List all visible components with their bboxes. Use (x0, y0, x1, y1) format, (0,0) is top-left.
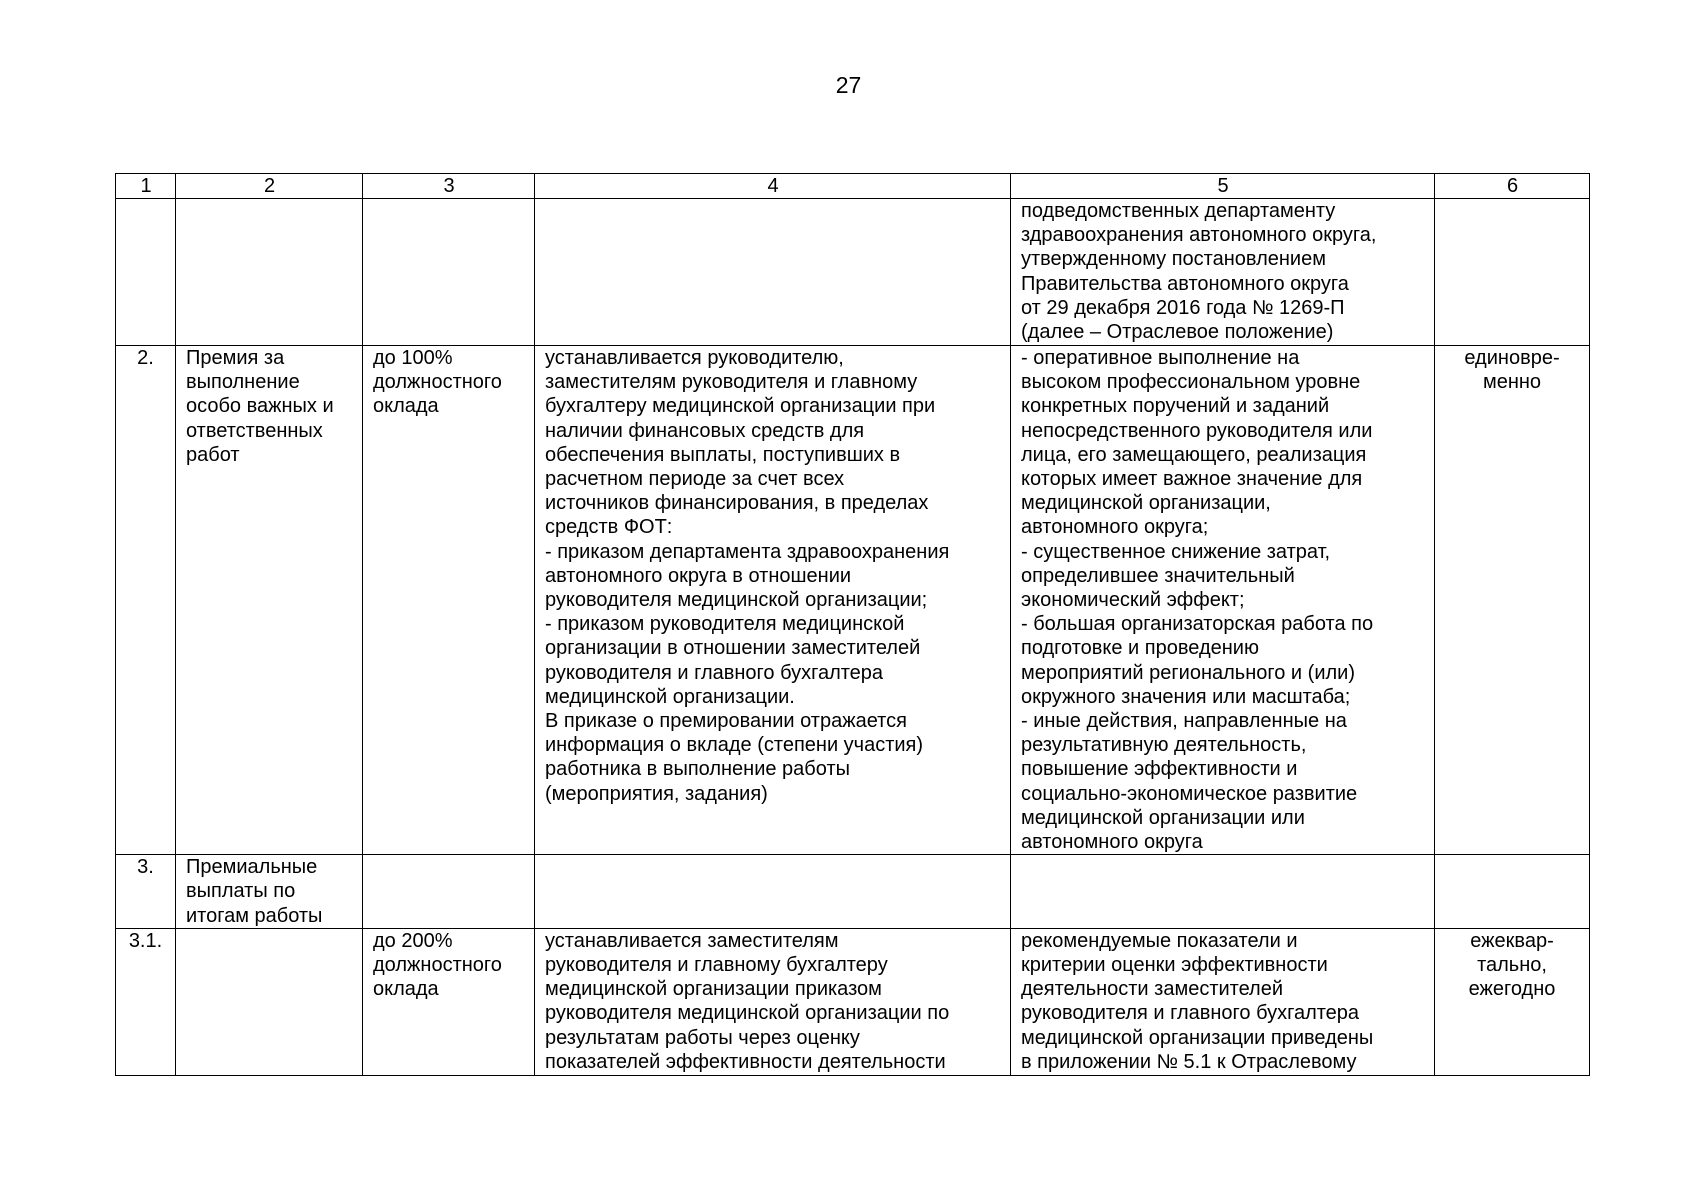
criteria-cell: - оперативное выполнение на высоком профессиональном уровне конкретных поручений и заданий непосредственного руководителя или лица, его замещающего, реализация которых имеет важное значение для медицинской организации, автономного округа; - существенное снижение затрат, определившее значительный экономический эффект; - большая организаторская работа по подготовке и проведению мероприятий регионального и (или) окружного значения или масштаба; - иные действия, направленные на результативную деятельность, повышение эффективности и социально-экономическое развитие медицинской организации или автономного округа (1011, 346, 1435, 855)
criteria-cell (1011, 855, 1435, 929)
payment-amount-cell: до 200% должностного оклада (363, 928, 535, 1075)
payment-name-cell (176, 928, 363, 1075)
period-cell: ежеквар- тально, ежегодно (1435, 928, 1590, 1075)
criteria-cell: подведомственных департаменту здравоохранения автономного округа, утвержденному постановлением Правительства автономного округа от 29 декабря 2016 года № 1269-П (далее – Отраслевое положение) (1011, 199, 1435, 346)
column-header: 6 (1435, 174, 1590, 199)
period-cell (1435, 855, 1590, 929)
procedure-cell (535, 855, 1011, 929)
row-number-cell: 3.1. (116, 928, 176, 1075)
procedure-cell: устанавливается руководителю, заместителям руководителя и главному бухгалтеру медицинской организации при наличии финансовых средств для обеспечения выплаты, поступивших в расчетном периоде за счет всех источников финансирования, в пределах средств ФОТ: - приказом департамента здравоохранения автономного округа в отношении руководителя медицинской организации; - приказом руководителя медицинской организации в отношении заместителей руководителя и главного бухгалтера медицинской организации. В приказе о премировании отражается информация о вкладе (степени участия) работника в выполнение работы (мероприятия, задания) (535, 346, 1011, 855)
payment-amount-cell (363, 199, 535, 346)
table-row (116, 346, 1590, 855)
column-header: 4 (535, 174, 1011, 199)
table-row (116, 855, 1590, 929)
column-header: 3 (363, 174, 535, 199)
column-header: 1 (116, 174, 176, 199)
row-number-cell: 2. (116, 346, 176, 855)
table-row (116, 928, 1590, 1075)
payment-name-cell: Премиальные выплаты по итогам работы (176, 855, 363, 929)
row-number-cell (116, 199, 176, 346)
table-row (116, 199, 1590, 346)
criteria-cell: рекомендуемые показатели и критерии оценки эффективности деятельности заместителей руководителя и главного бухгалтера медицинской организации приведены в приложении № 5.1 к Отраслевому (1011, 928, 1435, 1075)
payment-amount-cell (363, 855, 535, 929)
period-cell (1435, 199, 1590, 346)
column-header: 2 (176, 174, 363, 199)
payment-name-cell: Премия за выполнение особо важных и ответственных работ (176, 346, 363, 855)
table-header-row (116, 174, 1590, 199)
period-cell: единовре- менно (1435, 346, 1590, 855)
row-number-cell: 3. (116, 855, 176, 929)
payment-name-cell (176, 199, 363, 346)
page-number: 27 (835, 72, 862, 98)
column-header: 5 (1011, 174, 1435, 199)
procedure-cell: устанавливается заместителям руководителя и главному бухгалтеру медицинской организации приказом руководителя медицинской организации по результатам работы через оценку показателей эффективности деятельности (535, 928, 1011, 1075)
procedure-cell (535, 199, 1011, 346)
payment-amount-cell: до 100% должностного оклада (363, 346, 535, 855)
payments-table (115, 173, 1590, 1076)
